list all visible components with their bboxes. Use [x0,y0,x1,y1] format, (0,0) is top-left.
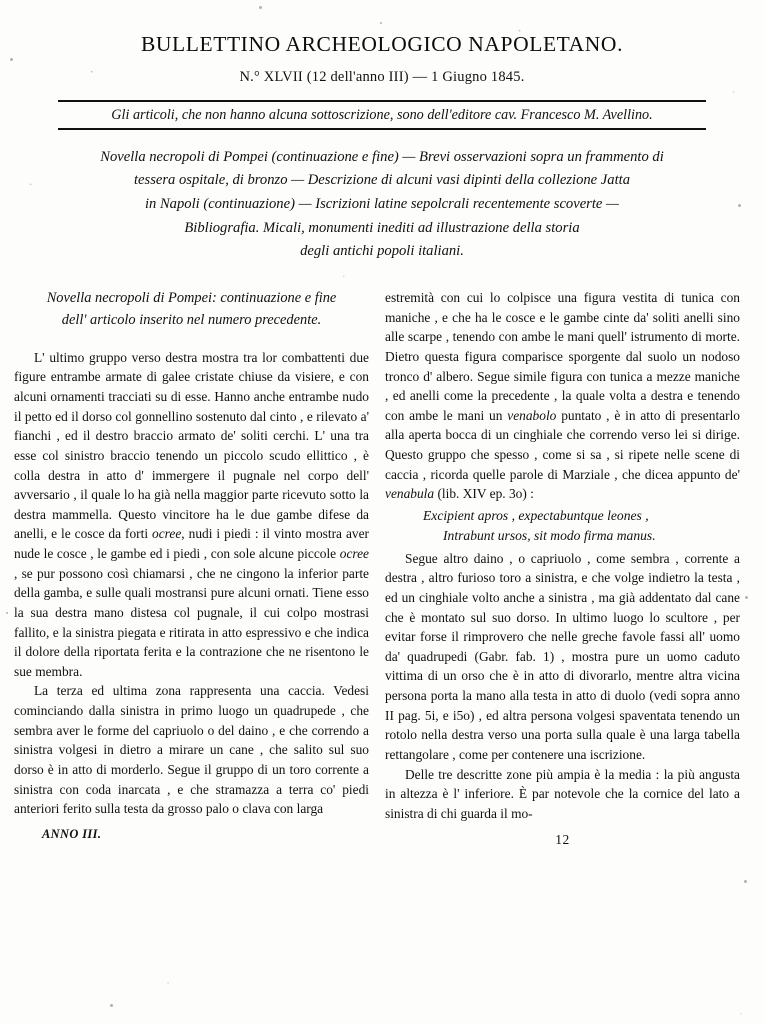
left-column [14,288,369,850]
toc-line-3: in Napoli (continuazione) — Iscrizioni latine sepolcrali recentemente scoverte — [144,195,620,212]
issue-line: N.° XLVII (12 dell'anno III) — 1 Giugno 1845. [239,69,525,85]
toc-line-2: tessera ospitale, di bronzo — Descrizione di alcuni vasi dipinti della collezione Jatta [133,172,630,189]
editor-note: Gli articoli, che non hanno alcuna sottoscrizione, sono dell'editore cav. Francesco M. Avellino. [111,107,653,124]
scan-speck [744,880,747,883]
left-paragraph-1-part-2: , nudi i piedi : il vinto mostra aver nude le cosce , le gambe ed i piedi , con sole alcune piccole [14,526,369,562]
scan-speck [380,22,382,24]
right-paragraph-1-italic-1: venabolo [507,407,557,423]
scan-speck [259,6,262,9]
article-title-line-1: Novella necropoli di Pompei: continuazione e fine [46,290,337,306]
toc-line-5: degli antichi popoli italiani. [300,243,464,260]
scan-speck [745,596,748,599]
scan-speck [10,58,13,61]
left-paragraph-1-part-3: , se pur possono così chiamarsi , che ne cingono la inferior parte della gamba, e sulle quali mostransi pure alcuni ornati. Tiene esso la sua destra mano distesa col pugnale, il cui colpo mostrasi fallito, e la sinistra piegata e ritirata in atto espressivo e che indica il dolore della riportata ferita e la contrazione che ne risentono le sue membra. [14,565,369,679]
latin-quotation [385,506,740,547]
right-column [385,288,740,850]
right-paragraph-1-part-1: estremità con cui lo colpisce una figura vestita di tunica con maniche , e che ha le cosce e le gambe cinte da' soliti anelli sino alle scarpe , tenendo con ambe le mani quell' istrumento di morte. Dietro questa figura comparisce sporgente dal suolo un nodoso tronco d' albero. Segue simile figura con tunica a mezze maniche , ed anelli come la precedente , la quale volta a destra e tenendo con ambe le mani un [385,290,740,423]
left-paragraph-1-part-1: L' ultimo gruppo verso destra mostra tra lor combattenti due figure entrambe armate di galee cristate chiuse da visiere, e con alcuni ornamenti tracciati su di esse. Hanno anche entrambe nudo il petto ed il dorso col gonnellino sostenuto dal cinto , e rilevato a' fianchi , ed il destro braccio armato de' soliti cerchi. L' una tra esse col sinistro braccio tenendo un piccolo scudo ellittico , è colla destra in atto d' immergere il pugnale nel corpo dell' avversario , il quale lo ha già nella maggior parte ricevuto sotto la destra mammella. Questo vincitore ha le due gambe difese da anelli, e le cosce da forti [14,349,369,542]
left-paragraph-1-italic-1: ocree [152,526,182,542]
article-title [14,288,369,332]
left-paragraph-1 [14,348,369,682]
toc-line-1: Novella necropoli di Pompei (continuazione e fine) — Brevi osservazioni sopra un frammento di [100,148,664,165]
right-paragraph-1-part-2: puntato , è in atto di presentarlo alla aperta bocca di un cinghiale che correndo verso lei si dirige. Questo gruppo che spesso , come si sa , si ripete nelle scene di caccia , ricorda quelle parole di Marziale , che dicea appunto de' [385,407,740,482]
right-paragraph-1-italic-2: venabula [385,486,435,502]
article-title-line-2: dell' articolo inserito nel numero precedente. [61,311,322,328]
rule-bottom [58,128,706,129]
right-paragraph-3: Delle tre descritte zone più ampia è la media : la più angusta in altezza è l' inferiore. È par notevole che la cornice del lato a sinistra di chi guarda il mo- [385,766,740,821]
right-paragraph-2: Segue altro daino , o capriuolo , come sembra , corrente a destra , altro furioso toro a sinistra, e che volge indietro la testa , ed un cinghiale volto anche a sinistra , ma già addentato dal cane che è montato sul suo dorso. In ultimo luogo lo scultore , per evitar forse il rimprovero che nelle greche favole fassi all' uomo da' quadrupedi (Gabr. fab. 1) , mostra pure un uomo caduto vittima di un orso che è in atto di divorarlo, mentre altra vicina persona porta la mano alla testa in atto di duolo (vedi sopra anno II pag. 5i, e i5o) , ed altra persona volgesi spaventata tenendo un rotolo nella destra verso una porta sulla quale è una larga tabella rettangolare , come per contenere una iscrizione. [385,550,740,762]
scan-speck [110,1004,113,1007]
toc-line-4: Bibliografia. Micali, monumenti inediti ad illustrazione della storia [184,219,580,236]
left-paragraph-2: La terza ed ultima zona rappresenta una caccia. Vedesi cominciando dalla sinistra in primo luogo un quadrupede , che sembra aver le forme del capriuolo o del daino , e che correndo a sinistra volgesi in dietro a mirare un cane , che salito sul suo dorso è in atto di morderlo. Segue il gruppo di un toro corrente a sinistra con coda inarcata , e che stramazza a terra co' piedi anteriori ferito sulla testa da grosso palo o clava con larga [14,683,369,817]
scan-speck [738,204,741,207]
right-paragraph-1 [385,288,740,504]
body-columns [14,288,752,850]
right-paragraph-1-part-3: (lib. XIV ep. 3o) : [434,486,534,502]
latin-quotation-line-2: Intrabunt ursos, sit modo firma manus. [443,528,656,544]
latin-quotation-line-1: Excipient apros , expectabuntque leones , [423,507,649,523]
table-of-contents [37,146,727,264]
left-paragraph-1-italic-2: ocree [339,546,369,562]
page-title: BULLETTINO ARCHEOLOGICO NAPOLETANO. [140,32,624,56]
page-number: 12 [555,832,570,848]
scan-speck [6,612,8,614]
volume-signature: ANNO III. [42,826,102,841]
editor-note-block [58,100,706,130]
